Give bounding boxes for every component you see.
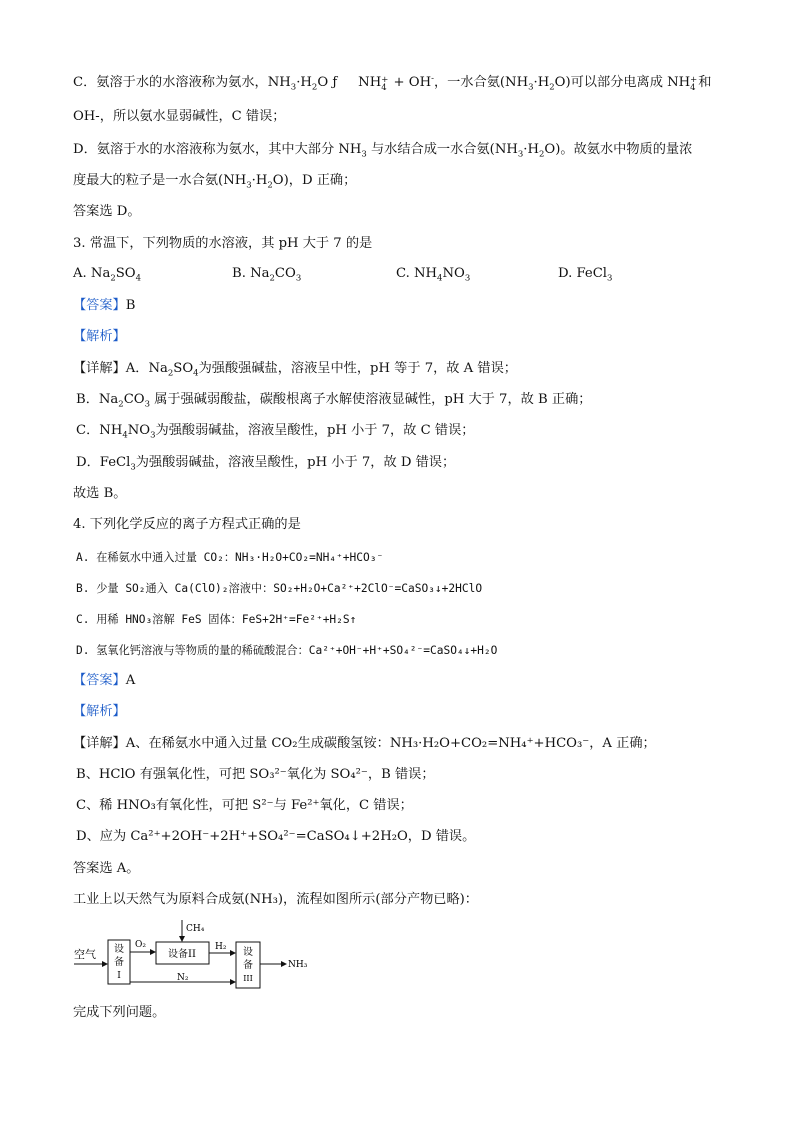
q3-option-a: A. $Na_2SO_4$ (73, 266, 142, 284)
diagram-n2-label: N₂ (177, 973, 189, 983)
q3-explanation-c: C．$NH_4NO_3$为强酸弱碱盐，溶液呈酸性，pH 小于 7，故 C 错误； (76, 423, 475, 441)
diagram-h2-label: H₂ (215, 942, 227, 952)
q4-option-a: A. 在稀氨水中通入过量 CO₂：NH₃·H₂O+CO₂=NH₄⁺+HCO₃⁻ (76, 551, 384, 564)
question-3-stem: 3. 常温下，下列物质的水溶液，其 pH 大于 7 的是 (73, 236, 373, 251)
option-d-explanation-line2: 度最大的粒子是一水合氨$(NH_3\cdot H_2O)$，D 正确； (73, 173, 357, 191)
q4-explanation-a: 【详解】A、在稀氨水中通入过量 CO₂生成碳酸氢铵：NH₃·H₂O+CO₂=NH₄⁺+HCO₃⁻，A 正确； (73, 736, 656, 751)
q4-answer: 【答案】A (73, 673, 136, 688)
q3-conclusion: 故选 B。 (73, 486, 127, 501)
q3-option-d: D. FeCl$_3$ (558, 266, 613, 284)
process-flow-diagram (72, 914, 332, 994)
q4-explanation-d: D、应为 Ca²⁺+2OH⁻+2H⁺+SO₄²⁻=CaSO₄↓+2H₂O，D 错误。 (76, 829, 476, 844)
diagram-nh3-label: NH₃ (288, 960, 308, 970)
diagram-o2-label: O₂ (135, 940, 146, 950)
q3-explanation-a: 【详解】A．$Na_2SO_4$为强酸强碱盐，溶液呈中性，pH 等于 7，故 A 错误； (73, 361, 517, 379)
q4-analysis-tag: 【解析】 (73, 704, 126, 719)
q4-explanation-c: C、稀 HNO₃有氧化性，可把 S²⁻与 Fe²⁺氧化，C 错误； (76, 798, 413, 813)
q3-explanation-b: B．$Na_2CO_3$ 属于强碱弱酸盐，碳酸根离子水解使溶液显碱性，pH 大于 7，故 B 正确； (76, 392, 592, 410)
q4-option-b: B. 少量 SO₂通入 Ca(ClO)₂溶液中：SO₂+H₂O+Ca²⁺+2ClO⁻=CaSO₃↓+2HClO (76, 582, 483, 595)
q4-option-d: D. 氢氧化钙溶液与等物质的量的稀硫酸混合：Ca²⁺+OH⁻+H⁺+SO₄²⁻=CaSO₄↓+H₂O (76, 644, 498, 657)
q5-task: 完成下列问题。 (73, 1005, 166, 1020)
option-d-explanation-line1: D．氨溶于水的水溶液称为氨水，其中大部分 $NH_3$ 与水结合成一水合氨$(NH_3\cdot H_2O)$。故氨水中物质的量浓 (73, 142, 693, 160)
option-c-explanation-line1: C．氨溶于水的水溶液称为氨水，$NH_3\cdot H_2O$ ƒ NH + 4 + OH-，一水合氨$(NH_3\cdot H_2O)$可以部分电离成 NH + 4 和 (73, 73, 712, 93)
q5-intro: 工业上以天然气为原料合成氨(NH₃)，流程如图所示(部分产物已略)： (73, 892, 478, 907)
q3-explanation-d: D．FeCl$_3$为强酸弱碱盐，溶液呈酸性，pH 小于 7，故 D 错误； (76, 455, 456, 473)
device-3-label-2: 备 (243, 960, 253, 971)
q3-answer: 【答案】B (73, 298, 136, 313)
q3-option-b: B. $Na_2CO_3$ (232, 266, 302, 284)
device-3-label-3: III (243, 974, 253, 983)
question-4-stem: 4. 下列化学反应的离子方程式正确的是 (73, 517, 301, 532)
q3-analysis-tag: 【解析】 (73, 329, 126, 344)
q4-explanation-b: B、HClO 有强氧化性，可把 SO₃²⁻氧化为 SO₄²⁻，B 错误； (76, 767, 435, 782)
device-1-label-3: I (117, 971, 121, 981)
device-1-label-1: 设 (114, 944, 124, 955)
q3-option-c: C. $NH_4NO_3$ (396, 266, 471, 284)
q4-option-c: C. 用稀 HNO₃溶解 FeS 固体：FeS+2H⁺=Fe²⁺+H₂S↑ (76, 613, 357, 626)
diagram-air-label: 空气 (74, 948, 96, 961)
option-c-explanation-line2: OH-，所以氨水显弱碱性，C 错误； (73, 109, 286, 124)
answer-d-line: 答案选 D。 (73, 204, 141, 219)
q4-conclusion: 答案选 A。 (73, 861, 140, 876)
device-1-label-2: 备 (114, 957, 124, 968)
device-2-label: 设备II (168, 949, 196, 960)
diagram-ch4-label: CH₄ (186, 924, 205, 934)
device-3-label-1: 设 (243, 947, 253, 958)
